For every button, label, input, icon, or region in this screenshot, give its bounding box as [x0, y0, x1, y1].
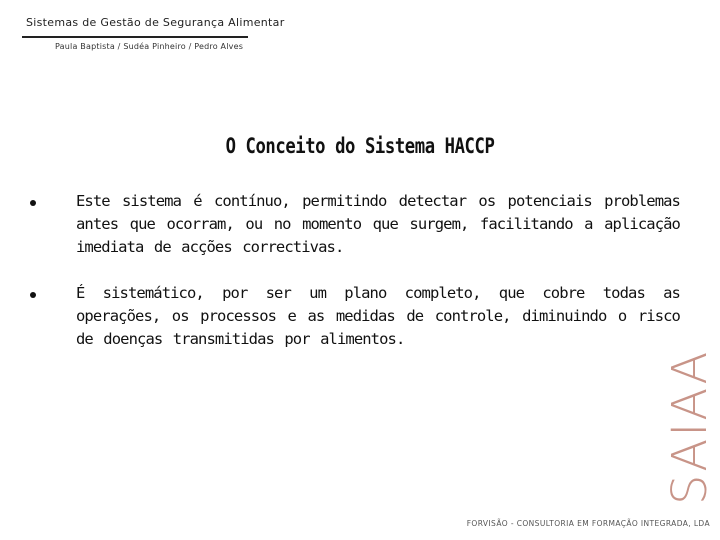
header-authors: Paula Baptista / Sudéa Pinheiro / Pedro Alves — [55, 42, 244, 51]
header-title: Sistemas de Gestão de Segurança Alimentar — [26, 16, 285, 29]
bullet-list — [30, 190, 680, 374]
bullet-dot-icon — [30, 200, 36, 206]
bullet-text: É sistemático, por ser um plano completo, que cobre todas as operações, os processos e as medidas de controle, diminuindo o risco de doenças transmitidas por alimentos. — [76, 284, 680, 348]
bullet-item — [30, 282, 680, 351]
header-divider — [22, 36, 248, 38]
slide-title: O Conceito do Sistema HACCP — [225, 134, 495, 158]
brand-logo: SAIAA — [662, 349, 718, 505]
slide-header — [22, 16, 322, 51]
bullet-item — [30, 190, 680, 259]
footer-company: FORVISÃO - CONSULTORIA EM FORMAÇÃO INTEGRADA, LDA — [466, 519, 710, 528]
bullet-dot-icon — [30, 292, 36, 298]
bullet-text: Este sistema é contínuo, permitindo detectar os potenciais problemas antes que ocorram, ou no momento que surgem, facilitando a aplicação imediata de acções correctivas. — [76, 192, 680, 256]
